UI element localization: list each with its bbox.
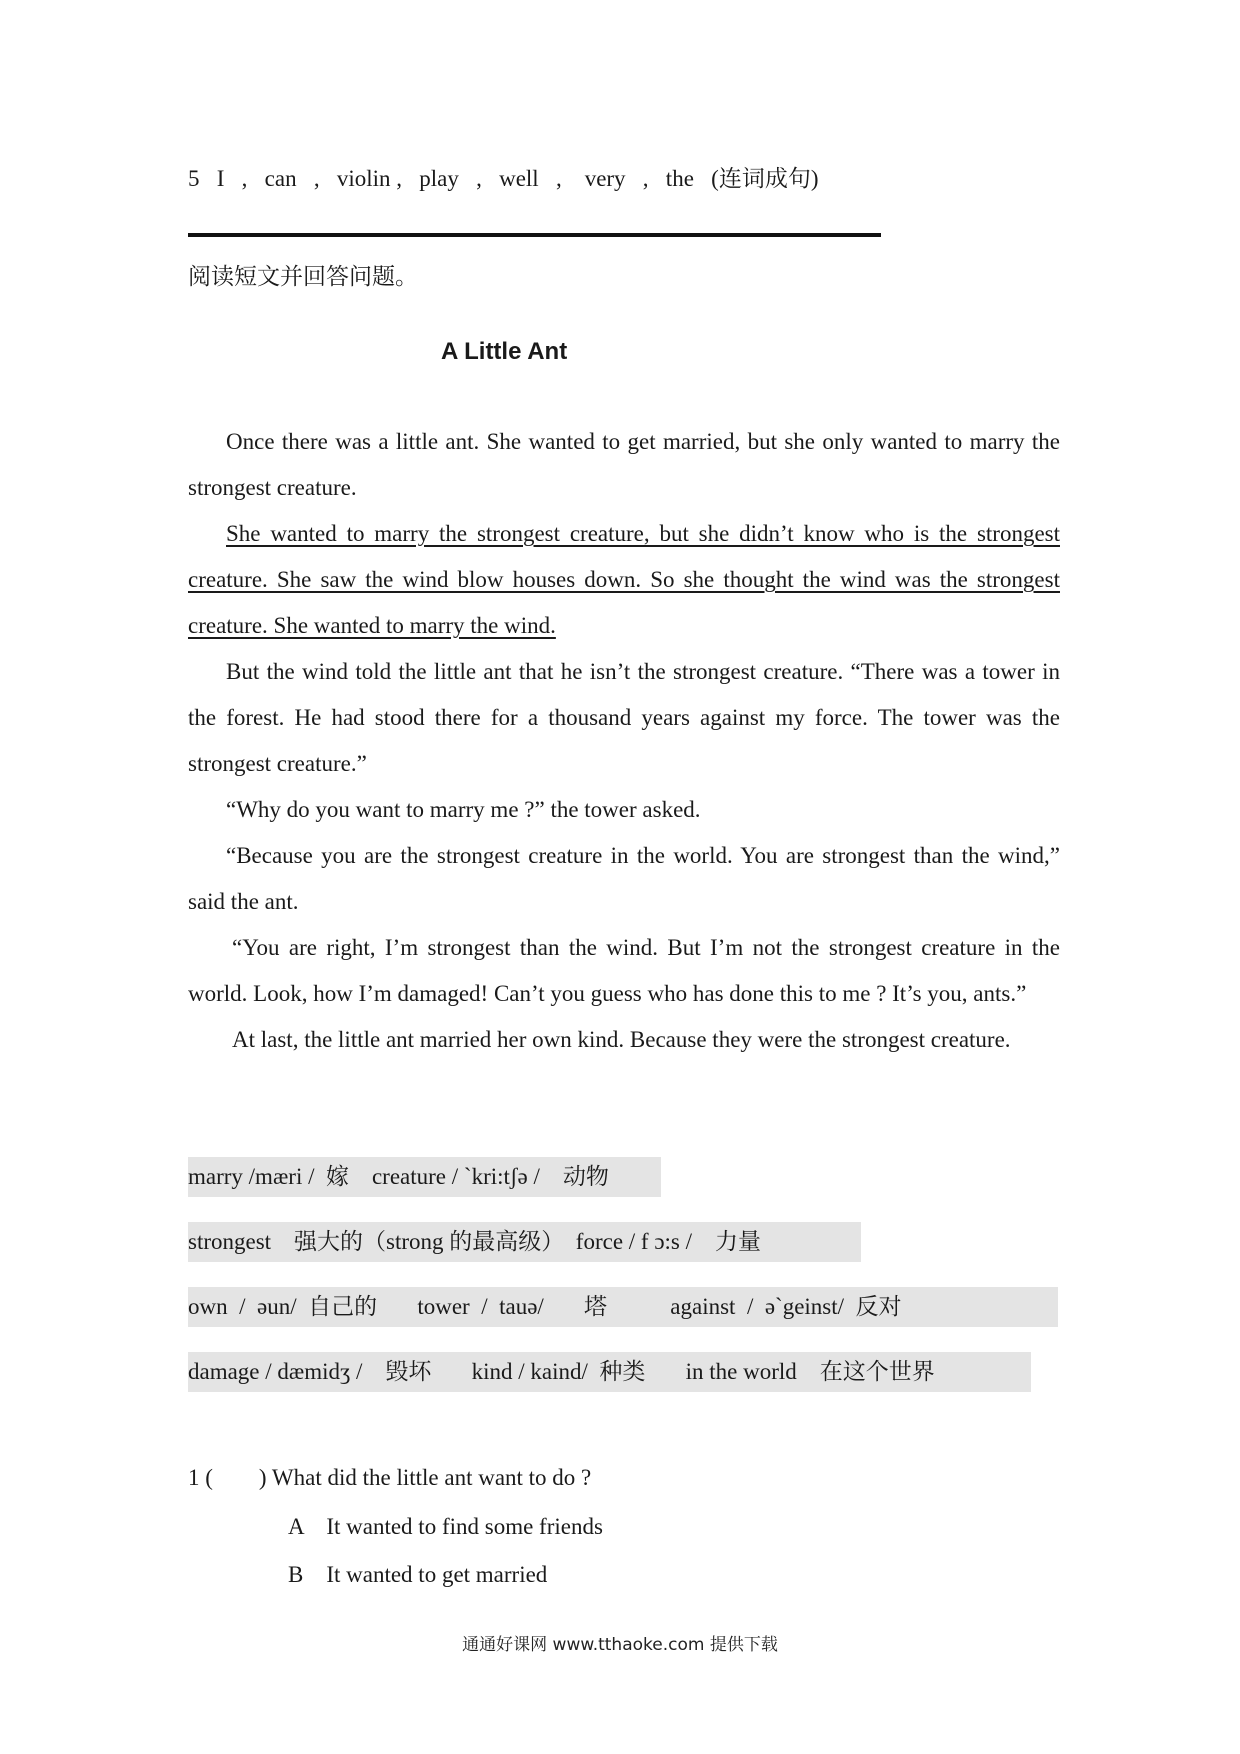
story-paragraph: At last, the little ant married her own kind. Because they were the strongest creature. <box>232 1027 1011 1052</box>
vocabulary-row: strongest 强大的（strong 的最高级） force / f ɔ:s / 力量 <box>188 1222 861 1262</box>
question-1: 1 ( ) What did the little ant want to do ? <box>188 1465 592 1490</box>
option-a: A It wanted to find some friends <box>288 1514 603 1539</box>
story-body <box>188 419 1060 1063</box>
story-paragraph: Once there was a little ant. She wanted to get married, but she only wanted to marry the strongest creature. <box>188 429 1060 500</box>
option-b: B It wanted to get married <box>288 1562 548 1587</box>
vocabulary-row: own / əun/ 自己的 tower / tauə/ 塔 against / ə`geinst/ 反对 <box>188 1287 1058 1327</box>
vocabulary-row: marry /mæri / 嫁 creature / `kri:tʃə / 动物 <box>188 1157 661 1197</box>
page-footer: 通通好课网 www.tthaoke.com 提供下载 <box>462 1635 778 1655</box>
story-paragraph-underlined: She wanted to marry the strongest creature, but she didn’t know who is the strongest creature. She saw the wind blow houses down. So she thought the wind was the strongest creature. She wanted to marry the wind. <box>188 521 1060 638</box>
story-paragraph: “Why do you want to marry me ?” the tower asked. <box>226 797 701 822</box>
question-5: 5 I , can , violin , play , well , very , the (连词成句) <box>188 166 819 191</box>
reading-instruction: 阅读短文并回答问题。 <box>188 264 418 290</box>
answer-line <box>188 233 881 237</box>
vocabulary-row: damage / dæmidʒ / 毁坏 kind / kaind/ 种类 in the world 在这个世界 <box>188 1352 1031 1392</box>
story-paragraph: But the wind told the little ant that he isn’t the strongest creature. “There was a tower in the forest. He had stood there for a thousand years against my force. The tower was the strongest creature.” <box>188 659 1060 776</box>
story-paragraph: “Because you are the strongest creature in the world. You are strongest than the wind,” said the ant. <box>188 843 1060 914</box>
story-title: A Little Ant <box>441 338 568 365</box>
story-paragraph: “You are right, I’m strongest than the wind. But I’m not the strongest creature in the world. Look, how I’m damaged! Can’t you guess who has done this to me ? It’s you, ants.” <box>188 935 1060 1006</box>
